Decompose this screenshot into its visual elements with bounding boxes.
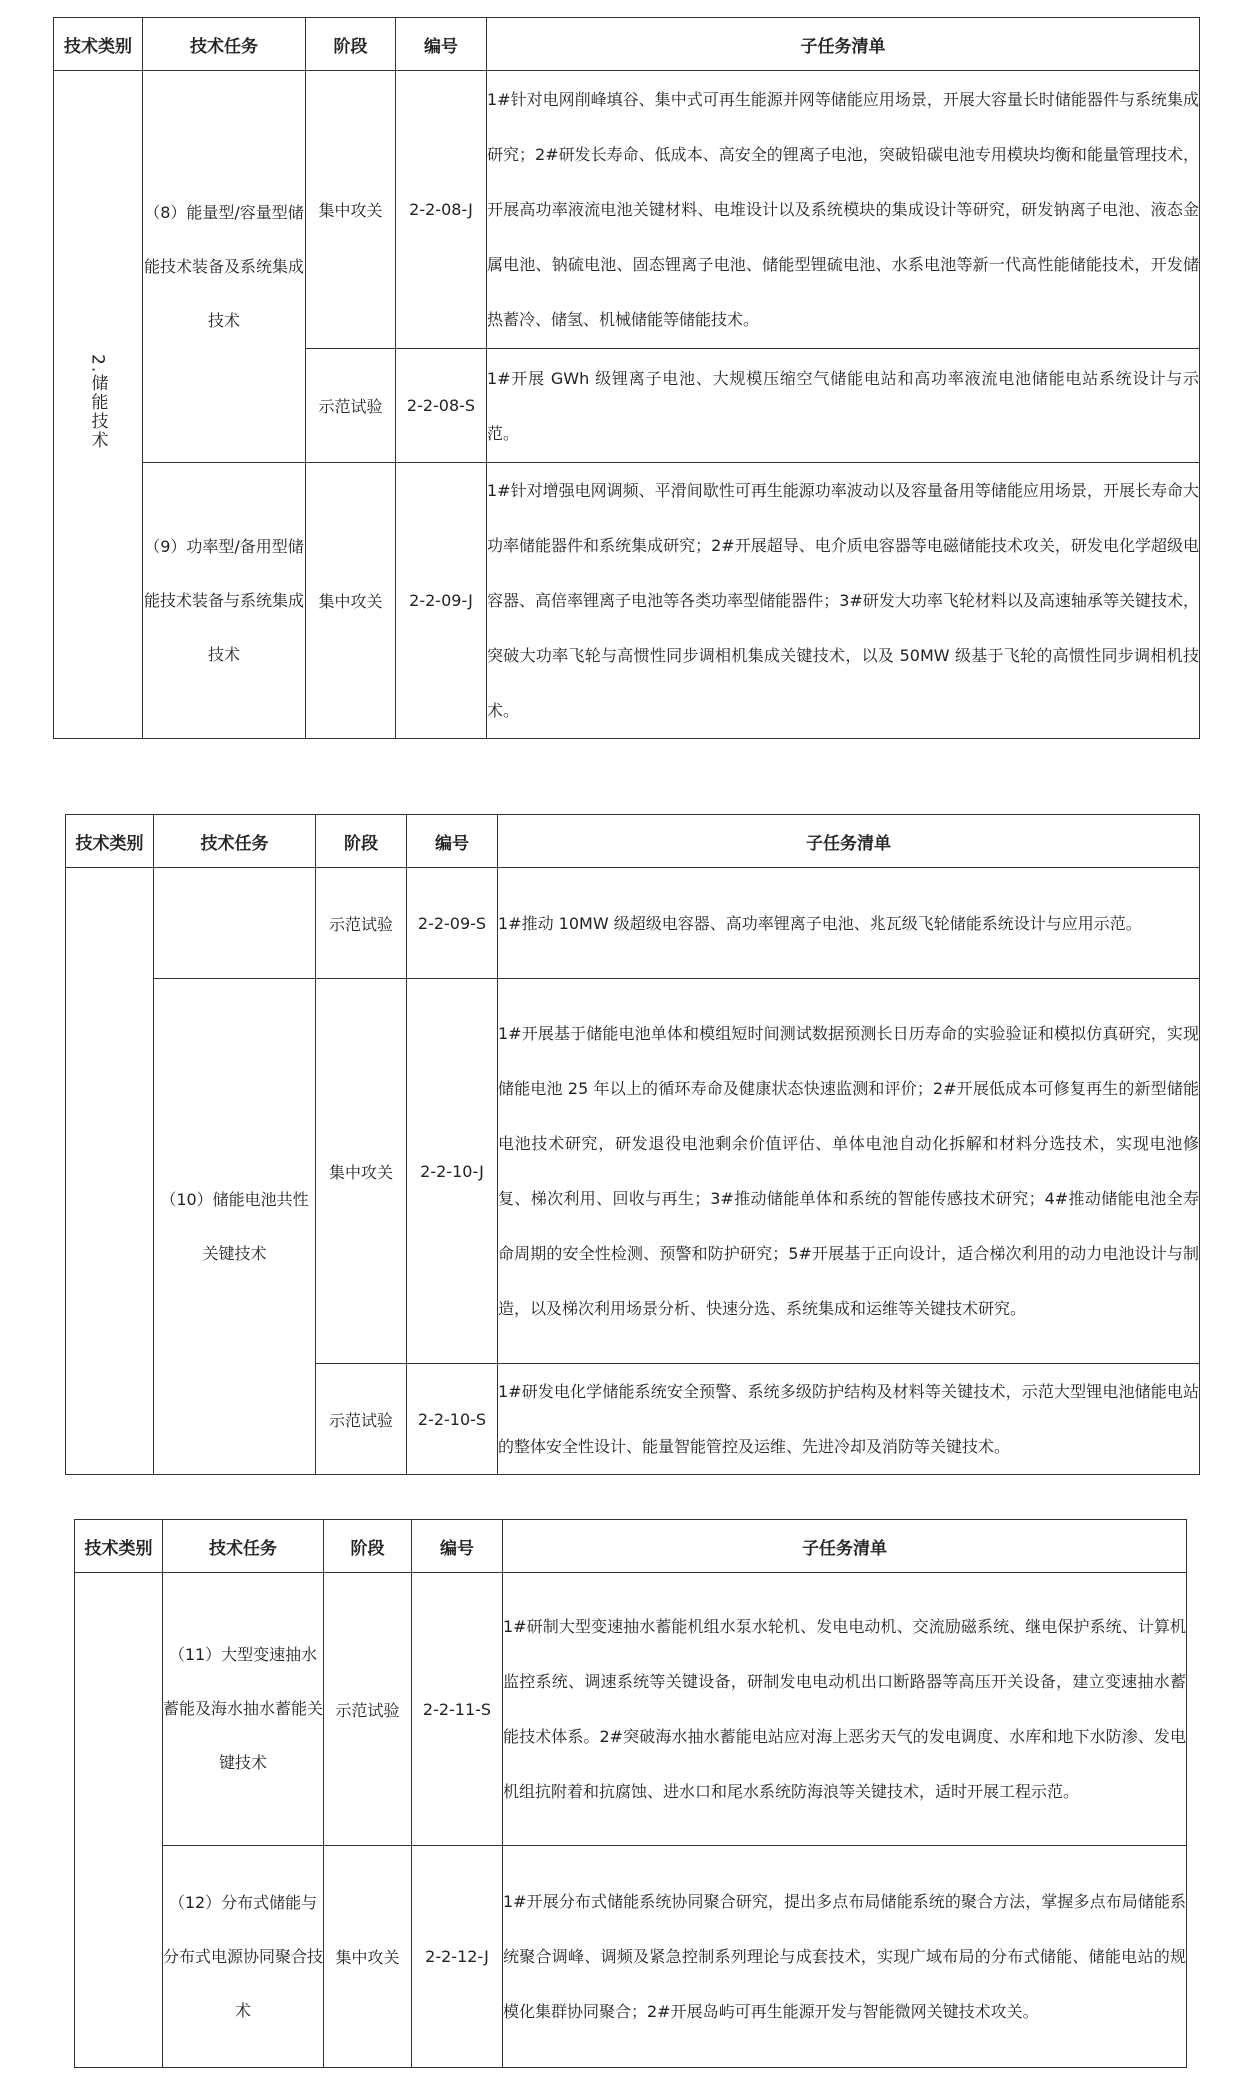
task-name: （11）大型变速抽水蓄能及海水抽水蓄能关键技术 — [163, 1573, 324, 1846]
task-name: （12）分布式储能与分布式电源协同聚合技术 — [163, 1846, 324, 2068]
header-stage: 阶段 — [324, 1520, 412, 1573]
header-subtasks: 子任务清单 — [498, 815, 1200, 868]
table-row — [66, 979, 1200, 1364]
header-category: 技术类别 — [66, 815, 154, 868]
header-subtasks: 子任务清单 — [487, 18, 1200, 71]
subtask-cell: 1#开展 GWh 级锂离子电池、大规模压缩空气储能电站和高功率液流电池储能电站系统设计与示范。 — [487, 349, 1200, 463]
stage-cell: 集中攻关 — [316, 979, 407, 1364]
code-cell: 2-2-12-J — [412, 1846, 503, 2068]
table-row — [54, 71, 1200, 349]
table-row — [66, 868, 1200, 979]
code-cell: 2-2-10-S — [407, 1364, 498, 1475]
stage-cell: 示范试验 — [316, 1364, 407, 1475]
header-category: 技术类别 — [75, 1520, 163, 1573]
header-subtasks: 子任务清单 — [503, 1520, 1187, 1573]
code-cell: 2-2-08-J — [396, 71, 487, 349]
subtask-cell: 1#开展分布式储能系统协同聚合研究，提出多点布局储能系统的聚合方法，掌握多点布局储能系统聚合调峰、调频及紧急控制系列理论与成套技术，实现广域布局的分布式储能、储能电站的规模化集群协同聚合；2#开展岛屿可再生能源开发与智能微网关键技术攻关。 — [503, 1846, 1187, 2068]
table-header-row — [66, 815, 1200, 868]
header-code: 编号 — [412, 1520, 503, 1573]
code-cell: 2-2-10-J — [407, 979, 498, 1364]
table-row — [75, 1846, 1187, 2068]
tech-table-3 — [74, 1519, 1187, 2068]
header-stage: 阶段 — [316, 815, 407, 868]
header-code: 编号 — [396, 18, 487, 71]
task-name: （8）能量型/容量型储能技术装备及系统集成技术 — [143, 71, 306, 463]
header-task: 技术任务 — [163, 1520, 324, 1573]
header-category: 技术类别 — [54, 18, 143, 71]
subtask-cell: 1#推动 10MW 级超级电容器、高功率锂离子电池、兆瓦级飞轮储能系统设计与应用示范。 — [498, 868, 1200, 979]
stage-cell: 示范试验 — [324, 1573, 412, 1846]
stage-cell: 集中攻关 — [306, 463, 396, 739]
stage-cell: 集中攻关 — [306, 71, 396, 349]
header-task: 技术任务 — [154, 815, 316, 868]
code-cell: 2-2-09-S — [407, 868, 498, 979]
tech-table-1 — [53, 17, 1200, 739]
category-cell — [75, 1573, 163, 2068]
task-name — [154, 868, 316, 979]
stage-cell: 示范试验 — [316, 868, 407, 979]
header-code: 编号 — [407, 815, 498, 868]
task-name: （10）储能电池共性关键技术 — [154, 979, 316, 1475]
tech-table-2 — [65, 814, 1200, 1475]
category-cell — [54, 71, 143, 739]
code-cell: 2-2-11-S — [412, 1573, 503, 1846]
code-cell: 2-2-09-J — [396, 463, 487, 739]
subtask-cell: 1#开展基于储能电池单体和模组短时间测试数据预测长日历寿命的实验验证和模拟仿真研究，实现储能电池 25 年以上的循环寿命及健康状态快速监测和评价；2#开展低成本可修复再生的新型储能电池技术研究，研发退役电池剩余价值评估、单体电池自动化拆解和材料分选技术，实现电池修复、梯次利用、回收与再生；3#推动储能单体和系统的智能传感技术研究；4#推动储能电池全寿命周期的安全性检测、预警和防护研究；5#开展基于正向设计，适合梯次利用的动力电池设计与制造，以及梯次利用场景分析、快速分选、系统集成和运维等关键技术研究。 — [498, 979, 1200, 1364]
code-cell: 2-2-08-S — [396, 349, 487, 463]
category-label: 2.储能技术 — [87, 354, 108, 451]
subtask-cell: 1#研发电化学储能系统安全预警、系统多级防护结构及材料等关键技术，示范大型锂电池储能电站的整体安全性设计、能量智能管控及运维、先进冷却及消防等关键技术。 — [498, 1364, 1200, 1475]
table-header-row — [54, 18, 1200, 71]
task-name: （9）功率型/备用型储能技术装备与系统集成技术 — [143, 463, 306, 739]
table-row — [75, 1573, 1187, 1846]
subtask-cell: 1#针对电网削峰填谷、集中式可再生能源并网等储能应用场景，开展大容量长时储能器件与系统集成研究；2#研发长寿命、低成本、高安全的锂离子电池，突破铅碳电池专用模块均衡和能量管理技术，开展高功率液流电池关键材料、电堆设计以及系统模块的集成设计等研究，研发钠离子电池、液态金属电池、钠硫电池、固态锂离子电池、储能型锂硫电池、水系电池等新一代高性能储能技术，开发储热蓄冷、储氢、机械储能等储能技术。 — [487, 71, 1200, 349]
category-cell — [66, 868, 154, 1475]
subtask-cell: 1#研制大型变速抽水蓄能机组水泵水轮机、发电电动机、交流励磁系统、继电保护系统、计算机监控系统、调速系统等关键设备，研制发电电动机出口断路器等高压开关设备，建立变速抽水蓄能技术体系。2#突破海水抽水蓄能电站应对海上恶劣天气的发电调度、水库和地下水防渗、发电机组抗附着和抗腐蚀、进水口和尾水系统防海浪等关键技术，适时开展工程示范。 — [503, 1573, 1187, 1846]
subtask-cell: 1#针对增强电网调频、平滑间歇性可再生能源功率波动以及容量备用等储能应用场景，开展长寿命大功率储能器件和系统集成研究；2#开展超导、电介质电容器等电磁储能技术攻关，研发电化学超级电容器、高倍率锂离子电池等各类功率型储能器件；3#研发大功率飞轮材料以及高速轴承等关键技术，突破大功率飞轮与高惯性同步调相机集成关键技术，以及 50MW 级基于飞轮的高惯性同步调相机技术。 — [487, 463, 1200, 739]
header-task: 技术任务 — [143, 18, 306, 71]
table-row — [54, 463, 1200, 739]
header-stage: 阶段 — [306, 18, 396, 71]
stage-cell: 集中攻关 — [324, 1846, 412, 2068]
stage-cell: 示范试验 — [306, 349, 396, 463]
table-header-row — [75, 1520, 1187, 1573]
